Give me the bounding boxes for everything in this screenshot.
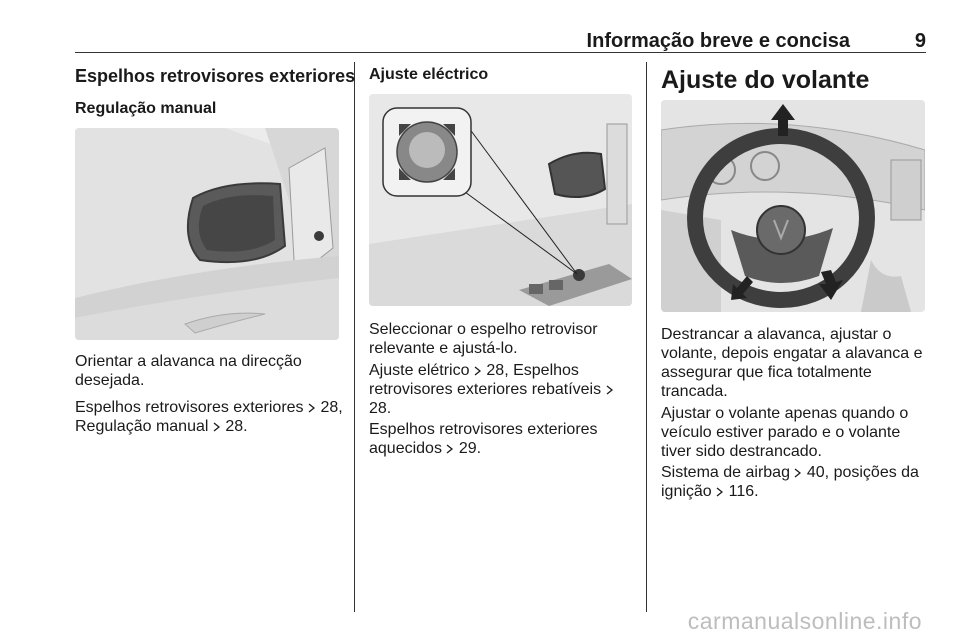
col3-paragraph-3 bbox=[661, 463, 931, 501]
figure-electric-mirror-switch bbox=[369, 94, 632, 306]
col1-para2-text: Espelhos retrovisores exteriores bbox=[75, 399, 304, 416]
section-title-steering-wheel: Ajuste do volante bbox=[661, 66, 870, 94]
col2-paragraph-1: Seleccionar o espelho retrovisor relevante e ajustá-lo. bbox=[369, 321, 598, 357]
col3-para3-ref1: 40, posições da ignição bbox=[661, 464, 919, 500]
reference-arrow-icon bbox=[606, 384, 613, 394]
reference-arrow-icon bbox=[308, 402, 315, 412]
col1-para2-ref1: 28, Regulação manual bbox=[75, 399, 343, 435]
watermark-text: carmanualsonline.info bbox=[687, 608, 922, 634]
reference-arrow-icon bbox=[474, 365, 481, 375]
column-divider-2 bbox=[646, 62, 647, 612]
col3-para3-text: Sistema de airbag bbox=[661, 464, 790, 481]
section-title-exterior-mirrors: Espelhos retrovisores exteriores bbox=[75, 66, 356, 86]
reference-arrow-icon bbox=[446, 443, 453, 453]
col2-paragraph-2 bbox=[369, 361, 639, 418]
col3-para3-ref2: 116. bbox=[728, 483, 759, 500]
reference-arrow-icon bbox=[794, 467, 801, 477]
col3-paragraph-2: Ajustar o volante apenas quando o veículo estiver parado e o volante tiver sido destrancado. bbox=[661, 405, 909, 460]
subtitle-manual-adjustment: Regulação manual bbox=[75, 100, 217, 117]
header-rule bbox=[75, 52, 926, 53]
figure-manual-mirror bbox=[75, 128, 339, 340]
col2-para3-ref1: 29. bbox=[458, 440, 482, 457]
col2-paragraph-3 bbox=[369, 420, 639, 458]
col1-paragraph-1: Orientar a alavanca na direcção desejada. bbox=[75, 353, 302, 389]
running-header-title: Informação breve e concisa bbox=[586, 30, 850, 52]
page-number: 9 bbox=[914, 30, 926, 52]
col2-para2-ref2: 28. bbox=[369, 400, 392, 417]
subtitle-electric-adjustment: Ajuste eléctrico bbox=[369, 66, 489, 83]
col1-paragraph-2 bbox=[75, 398, 345, 436]
col2-para3-text: Espelhos retrovisores exteriores aquecidos bbox=[369, 421, 598, 457]
figure-steering-wheel-adjustment bbox=[661, 100, 925, 312]
col1-para2-ref2: 28. bbox=[225, 418, 248, 435]
col3-paragraph-1: Destrancar a alavanca, ajustar o volante, depois engatar a alavanca e assegurar que fica totalmente trancada. bbox=[661, 326, 923, 400]
column-divider-1 bbox=[354, 62, 355, 612]
reference-arrow-icon bbox=[716, 486, 723, 496]
col2-para2-text: Ajuste elétrico bbox=[369, 362, 470, 379]
col2-para2-ref1: 28, Espelhos retrovisores exteriores rebatíveis bbox=[369, 362, 602, 398]
reference-arrow-icon bbox=[213, 421, 220, 431]
